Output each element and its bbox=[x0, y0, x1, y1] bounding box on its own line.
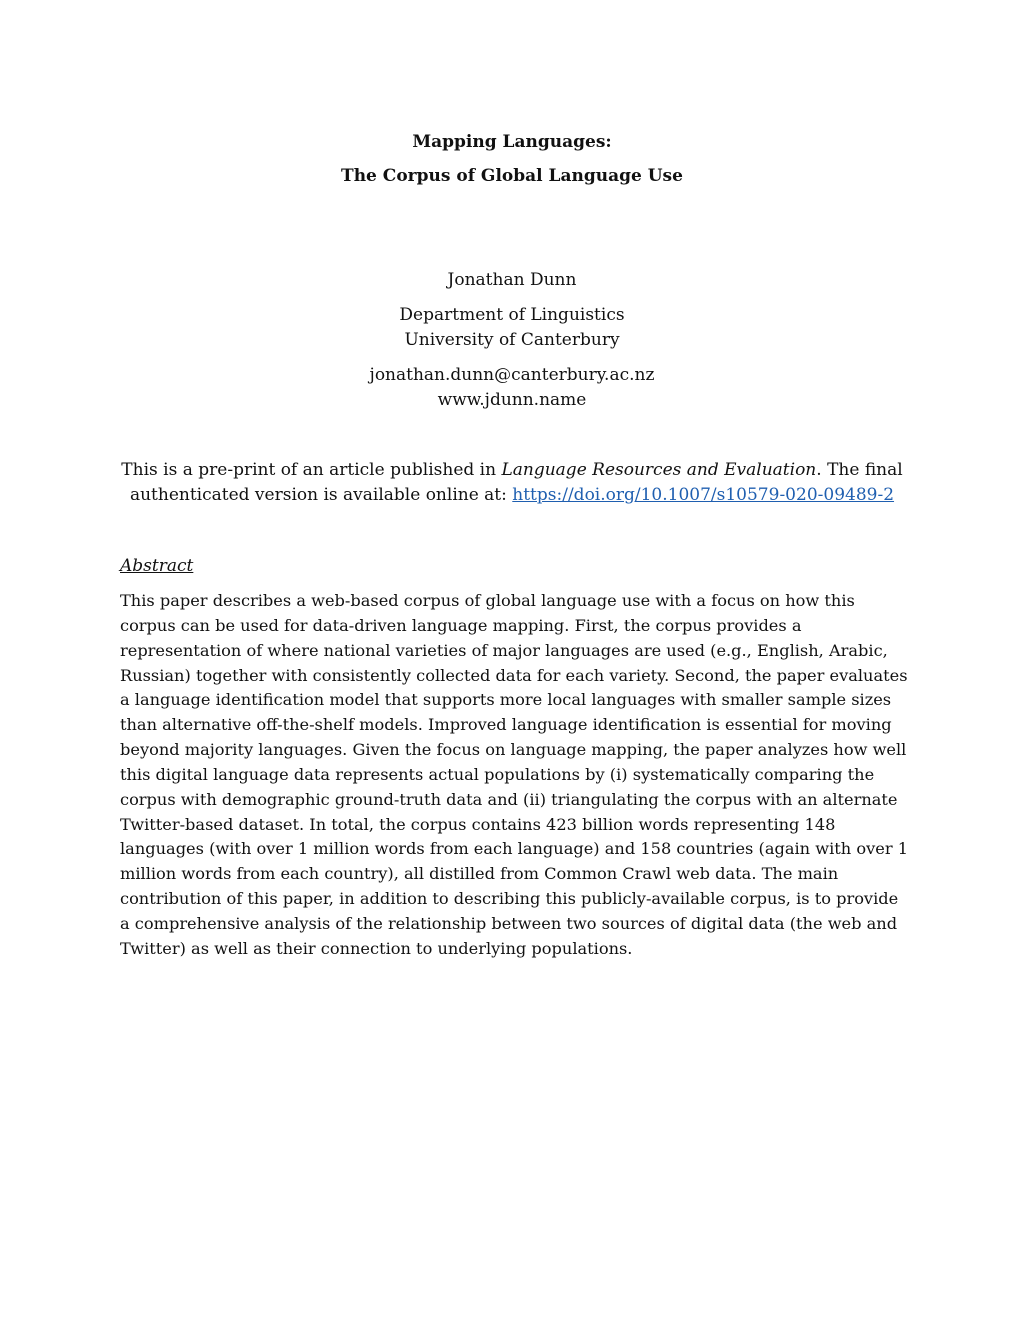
paper-title bbox=[0, 130, 1024, 188]
author-website: www.jdunn.name bbox=[437, 390, 587, 410]
notice-line-1 bbox=[100, 458, 924, 483]
notice-suffix: . The final bbox=[816, 460, 903, 480]
author-name: Jonathan Dunn bbox=[447, 270, 577, 290]
notice-line2-prefix: authenticated version is available online at: bbox=[129, 485, 513, 505]
abstract-body: This paper describes a web-based corpus of global language use with a focus on how this corpus can be used for data-driven language mapping. First, the corpus provides a representation of where national varieties of major languages are used (e.g., English, Arabic, Russian) together with consistently collected data for each variety. Second, the paper evaluates a language identification model that supports more local languages with smaller sample sizes than alternative off-the-shelf models. Improved language identification is essential for moving beyond majority languages. Given the focus on language mapping, the paper analyzes how well this digital language data represents actual populations by (i) systematically comparing the corpus with demographic ground-truth data and (ii) triangulating the corpus with an alternate Twitter-based dataset. In total, the corpus contains 423 billion words representing 148 languages (with over 1 million words from each language) and 158 countries (again with over 1 million words from each country), all distilled from Common Crawl web data. The main contribution of this paper, in addition to describing this publicly-available corpus, is to provide a comprehensive analysis of the relationship between two sources of digital data (the web and Twitter) as well as their connection to underlying populations. bbox=[120, 591, 909, 958]
author-university: University of Canterbury bbox=[404, 330, 620, 350]
notice-prefix: This is a pre-print of an article published in bbox=[121, 460, 502, 480]
title-line-2: The Corpus of Global Language Use bbox=[341, 166, 683, 186]
notice-line-2 bbox=[100, 483, 924, 508]
preprint-notice bbox=[100, 458, 924, 508]
author-department: Department of Linguistics bbox=[399, 305, 625, 325]
author-email: jonathan.dunn@canterbury.ac.nz bbox=[369, 365, 655, 385]
author-info bbox=[0, 268, 1024, 413]
doi-link[interactable]: https://doi.org/10.1007/s10579-020-09489-2 bbox=[512, 485, 895, 505]
abstract-heading: Abstract bbox=[120, 556, 194, 576]
journal-name: Language Resources and Evaluation bbox=[501, 460, 817, 480]
title-line-1: Mapping Languages: bbox=[412, 132, 612, 152]
